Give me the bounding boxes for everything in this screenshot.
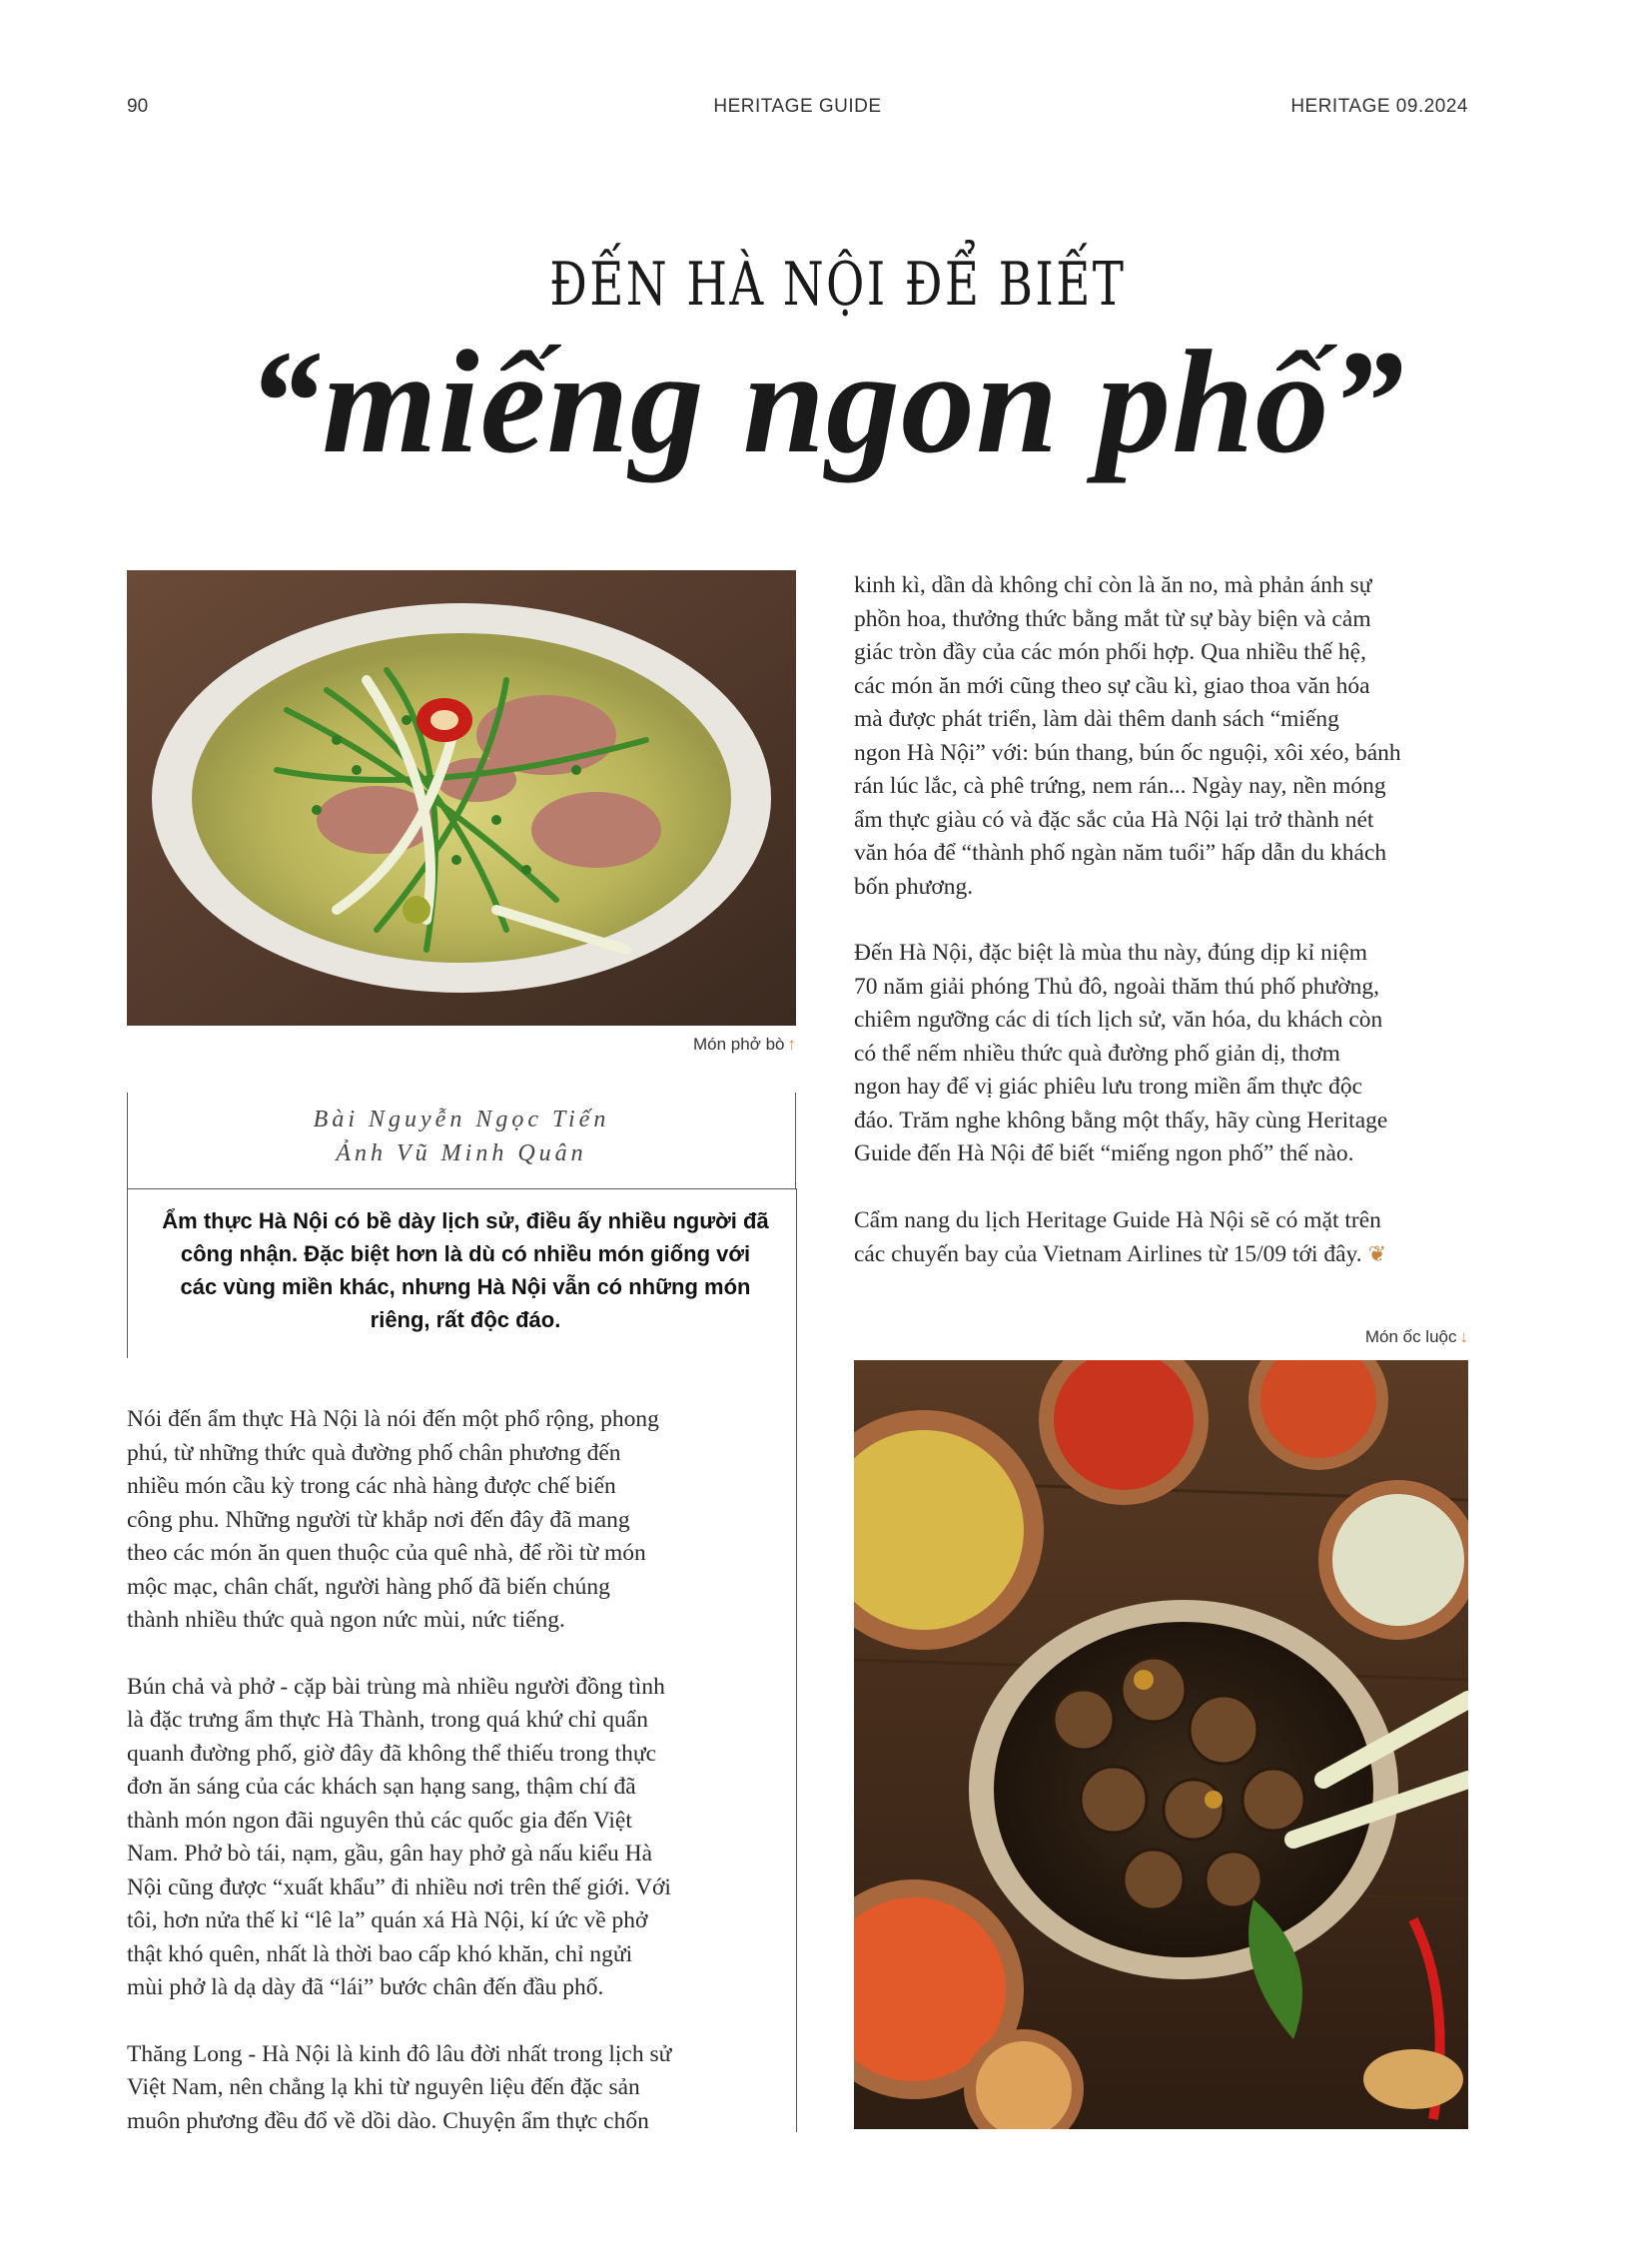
text-line: ẩm thực giàu có và đặc sắc của Hà Nội lại trở thành nét <box>854 806 1374 833</box>
text-line: mà được phát triển, làm dài thêm danh sách “miếng <box>854 706 1339 732</box>
text-line: theo các món ăn quen thuộc của quê nhà, để rồi từ món <box>127 1540 646 1566</box>
body-paragraph <box>127 1671 776 2005</box>
arrow-down-icon: ↓ <box>1459 1327 1468 1346</box>
body-paragraph <box>854 1204 1468 1272</box>
pho-caption-text: Món phở bò <box>693 1035 785 1054</box>
lotus-icon: ❦ <box>1367 1241 1387 1266</box>
text-line: Bún chả và phở - cặp bài trùng mà nhiều người đồng tình <box>127 1673 665 1700</box>
lead-paragraph: Ẩm thực Hà Nội có bề dày lịch sử, điều ấy nhiều người đã công nhận. Đặc biệt hơn là dù có nhiều món giống với các vùng miền khác, nhưng Hà Nội vẫn có những món riêng, rất độc đáo. <box>162 1208 769 1332</box>
text-line-with-end-mark <box>854 1237 1468 1272</box>
text-line: các món ăn mới cũng theo sự cầu kì, giao thoa văn hóa <box>854 672 1370 699</box>
text-line: Nội cũng được “xuất khẩu” đi nhiều nơi trên thế giới. Với <box>127 1873 671 1900</box>
body-paragraph <box>854 569 1468 904</box>
pho-caption <box>559 1035 796 1055</box>
text-line: là đặc trưng ẩm thực Hà Thành, trong quá khứ chỉ quẩn <box>127 1707 648 1733</box>
body-paragraph <box>127 2038 776 2139</box>
text-line: mùi phở là dạ dày đã “lái” bước chân đến đầu phố. <box>127 1974 604 2000</box>
snail-caption-text: Món ốc luộc <box>1364 1327 1457 1346</box>
body-column-left <box>127 1403 776 2171</box>
text-line: rán lúc lắc, cà phê trứng, nem rán... Ngày nay, nền móng <box>854 773 1386 799</box>
body-paragraph <box>854 937 1468 1171</box>
text-line: có thể nếm nhiều thức quà đường phố giản dị, thơm <box>854 1040 1340 1067</box>
text-line: phú, từ những thức quà đường phố chân phương đến <box>127 1439 621 1466</box>
text-line: muôn phương đều đổ về dồi dào. Chuyện ẩm thực chốn <box>127 2107 649 2134</box>
text-line: Thăng Long - Hà Nội là kinh đô lâu đời nhất trong lịch sử <box>127 2040 672 2067</box>
body-paragraph <box>127 1403 776 1638</box>
text-line: kinh kì, dần dà không chỉ còn là ăn no, mà phản ánh sự <box>854 572 1372 598</box>
text-line: tôi, hơn nửa thế kỉ “lê la” quán xá Hà Nội, kí ức về phở <box>127 1907 648 1933</box>
pho-photo <box>127 570 796 1026</box>
text-line: 70 năm giải phóng Thủ đô, ngoài thăm thú phố phường, <box>854 973 1380 1000</box>
text-line: quanh đường phố, giờ đây đã không thể thiếu trong thực <box>127 1740 657 1767</box>
left-column-rule <box>127 1188 128 1358</box>
text-line: giác tròn đầy của các món phối hợp. Qua nhiều thế hệ, <box>854 639 1366 665</box>
text-line: nhiều món cầu kỳ trong các nhà hàng được chế biến <box>127 1473 616 1499</box>
arrow-up-icon: ↑ <box>787 1035 796 1054</box>
text-line: ngon Hà Nội” với: bún thang, bún ốc nguội, xôi xéo, bánh <box>854 739 1401 766</box>
text-line: chiêm ngưỡng các di tích lịch sử, văn hóa, du khách còn <box>854 1007 1383 1033</box>
text-line: Nam. Phở bò tái, nạm, gầu, gân hay phở gà nấu kiểu Hà <box>127 1841 653 1867</box>
text-line: văn hóa để “thành phố ngàn năm tuổi” hấp dẫn du khách <box>854 840 1387 866</box>
issue-label: HERITAGE 09.2024 <box>1290 96 1468 117</box>
text-line: thành nhiều thức quà ngon nức mùi, nức tiếng. <box>127 1607 565 1633</box>
text-line: các chuyến bay của Vietnam Airlines từ 15/09 tới đây. <box>854 1241 1362 1267</box>
snail-photo <box>854 1360 1468 2129</box>
body-column-right <box>854 569 1468 1305</box>
text-line: Guide đến Hà Nội để biết “miếng ngon phố” thế nào. <box>854 1140 1354 1166</box>
text-line: ngon hay để vị giác phiêu lưu trong miền ẩm thực độc <box>854 1074 1363 1100</box>
text-line: đơn ăn sáng của các khách sạn hạng sang, thậm chí đã <box>127 1774 636 1800</box>
section-name: HERITAGE GUIDE <box>713 96 882 117</box>
text-line: phồn hoa, thưởng thức bằng mắt từ sự bày biện và cảm <box>854 605 1371 632</box>
author-credit: Bài Nguyễn Ngọc Tiến <box>313 1107 610 1132</box>
text-line: Cẩm nang du lịch Heritage Guide Hà Nội sẽ có mặt trên <box>854 1206 1381 1233</box>
column-divider <box>796 1188 797 2132</box>
article-title-kicker: ĐẾN HÀ NỘI ĐỂ BIẾT <box>549 250 1127 320</box>
text-line: Việt Nam, nên chẳng lạ khi từ nguyên liệu đến đặc sản <box>127 2074 640 2100</box>
text-line: công phu. Những người từ khắp nơi đến đây đã mang <box>127 1506 630 1533</box>
text-line: Nói đến ẩm thực Hà Nội là nói đến một phổ rộng, phong <box>127 1406 659 1432</box>
text-line: thật khó quên, nhất là thời bao cấp khó khăn, chỉ ngửi <box>127 1940 633 1967</box>
credits-divider <box>127 1188 796 1189</box>
snail-caption <box>1229 1327 1468 1347</box>
text-line: bốn phương. <box>854 873 974 900</box>
photo-credit: Ảnh Vũ Minh Quân <box>336 1140 587 1166</box>
text-line: thành món ngon đãi nguyên thủ các quốc gia đến Việt <box>127 1807 632 1834</box>
text-line: mộc mạc, chân chất, người hàng phố đã biến chúng <box>127 1573 610 1600</box>
text-line: Đến Hà Nội, đặc biệt là mùa thu này, đúng dịp kỉ niệm <box>854 940 1368 966</box>
text-line: đáo. Trăm nghe không bằng một thấy, hãy cùng Heritage <box>854 1107 1388 1133</box>
page-number: 90 <box>127 96 149 117</box>
running-header <box>127 96 1468 120</box>
article-title: “miếng ngon phố” <box>247 321 1405 484</box>
credits-box <box>127 1093 796 1188</box>
